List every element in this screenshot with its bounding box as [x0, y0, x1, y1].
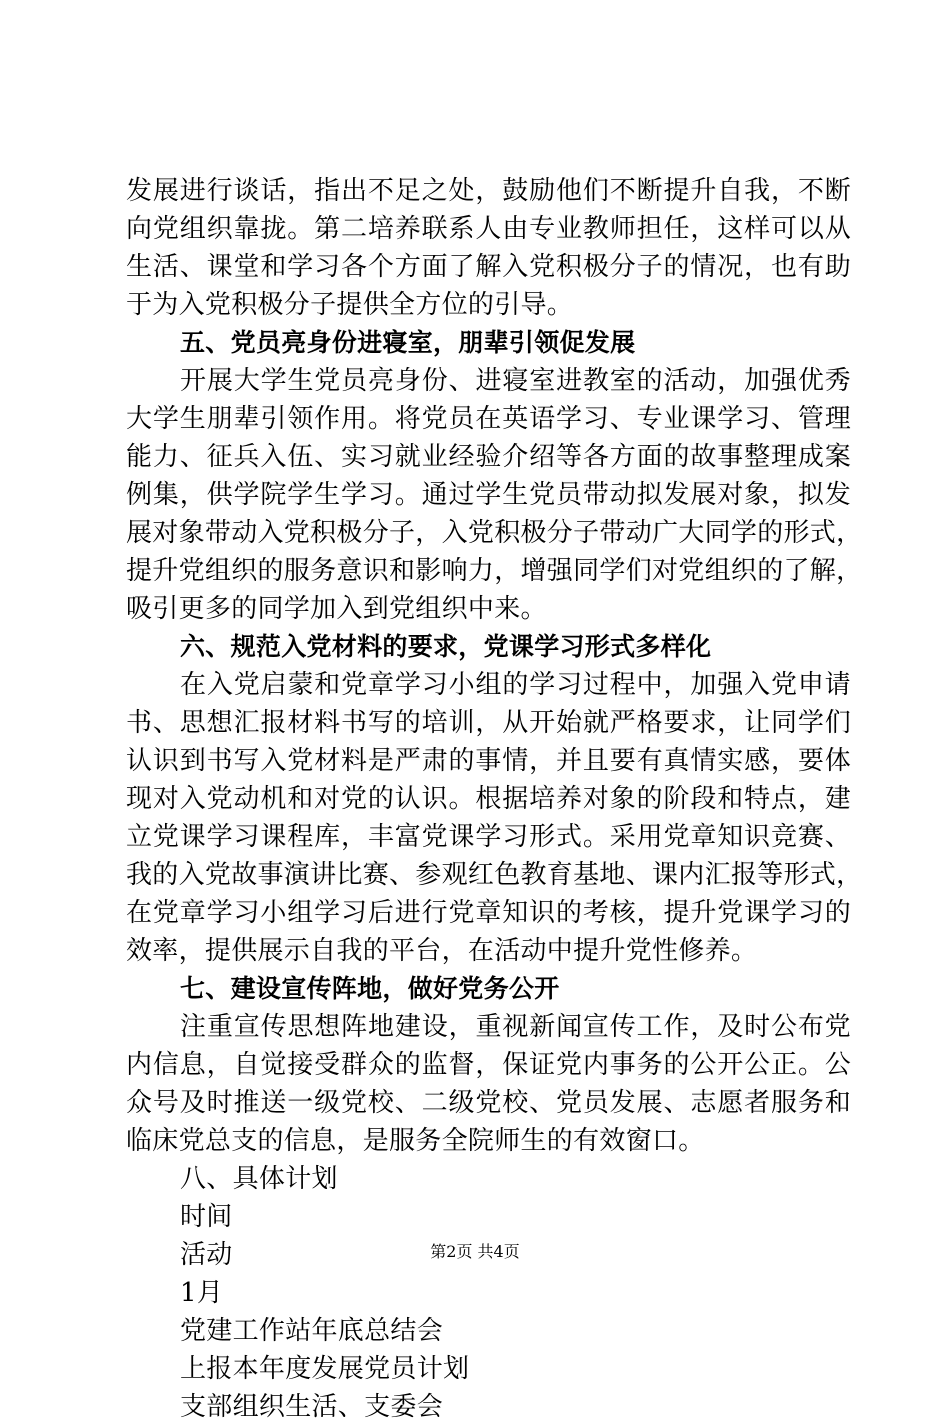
plan-item: 党建工作站年底总结会: [180, 1316, 444, 1346]
plan-item: 1月: [180, 1278, 224, 1308]
section-heading-8: 八、具体计划: [180, 1164, 338, 1194]
text-line: 立党课学习课程库，丰富党课学习形式。采用党章知识竞赛、: [126, 822, 851, 852]
text-line: 在党章学习小组学习后进行党章知识的考核，提升党课学习的: [126, 898, 851, 928]
plan-item: 活动: [180, 1240, 233, 1270]
document-body: [126, 172, 863, 1426]
page-footer: 第2页 共4页: [430, 1242, 520, 1261]
text-line: 内信息，自觉接受群众的监督，保证党内事务的公开公正。公: [126, 1050, 851, 1080]
plan-item: 支部组织生活、支委会: [180, 1392, 444, 1422]
text-line: 注重宣传思想阵地建设，重视新闻宣传工作，及时公布党: [180, 1012, 851, 1042]
plan-item: 时间: [180, 1202, 233, 1232]
text-line: 临床党总支的信息，是服务全院师生的有效窗口。: [126, 1126, 705, 1156]
text-line: 能力、征兵入伍、实习就业经验介绍等各方面的故事整理成案: [126, 442, 851, 472]
text-line: 认识到书写入党材料是严肃的事情，并且要有真情实感，要体: [126, 746, 851, 776]
text-line: 我的入党故事演讲比赛、参观红色教育基地、课内汇报等形式，: [126, 860, 863, 890]
text-line: 展对象带动入党积极分子，入党积极分子带动广大同学的形式，: [126, 518, 863, 548]
text-line: 现对入党动机和对党的认识。根据培养对象的阶段和特点，建: [126, 784, 851, 814]
text-line: 书、思想汇报材料书写的培训，从开始就严格要求，让同学们: [126, 708, 851, 738]
text-line: 吸引更多的同学加入到党组织中来。: [126, 594, 547, 624]
text-line: 发展进行谈话，指出不足之处，鼓励他们不断提升自我，不断: [126, 176, 851, 206]
section-heading-7: 七、建设宣传阵地，做好党务公开: [180, 974, 560, 1003]
section-heading-5: 五、党员亮身份进寝室，朋辈引领促发展: [180, 328, 636, 357]
text-line: 众号及时推送一级党校、二级党校、党员发展、志愿者服务和: [126, 1088, 851, 1118]
plan-item: 上报本年度发展党员计划: [180, 1354, 470, 1384]
text-line: 向党组织靠拢。第二培养联系人由专业教师担任，这样可以从: [126, 214, 851, 244]
text-line: 效率，提供展示自我的平台，在活动中提升党性修养。: [126, 936, 758, 966]
text-line: 生活、课堂和学习各个方面了解入党积极分子的情况，也有助: [126, 252, 851, 282]
text-line: 在入党启蒙和党章学习小组的学习过程中，加强入党申请: [180, 670, 851, 700]
text-line: 提升党组织的服务意识和影响力，增强同学们对党组织的了解，: [126, 556, 863, 586]
text-line: 例集，供学院学生学习。通过学生党员带动拟发展对象，拟发: [126, 480, 851, 510]
text-line: 大学生朋辈引领作用。将党员在英语学习、专业课学习、管理: [126, 404, 851, 434]
text-line: 于为入党积极分子提供全方位的引导。: [126, 290, 574, 320]
section-heading-6: 六、规范入党材料的要求，党课学习形式多样化: [180, 632, 712, 661]
text-line: 开展大学生党员亮身份、进寝室进教室的活动，加强优秀: [180, 366, 851, 396]
